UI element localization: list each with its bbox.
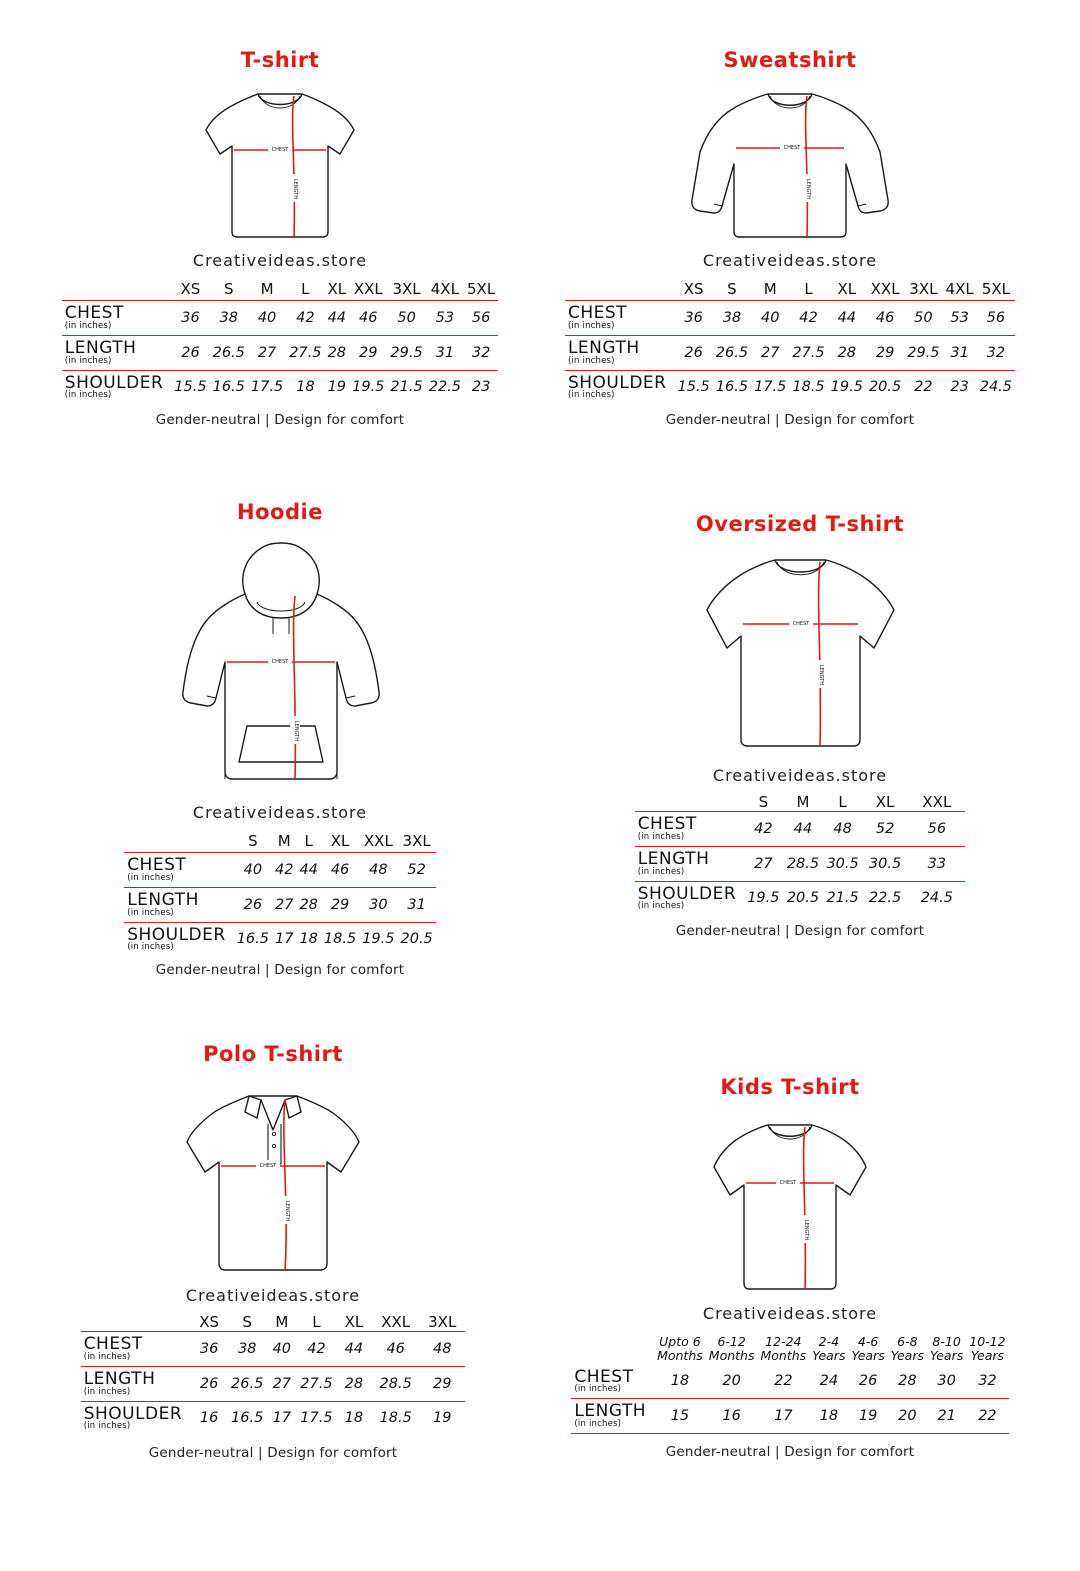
cell: 19.5: [352, 379, 385, 396]
size-header: S: [713, 276, 751, 301]
hoodie-illustration: [173, 534, 388, 799]
tagline: Gender-neutral | Design for comfort: [665, 412, 915, 429]
cell: 27: [266, 1366, 297, 1401]
cell: 48: [419, 1332, 465, 1367]
row-label-length: LENGTH (in inches): [571, 1399, 654, 1434]
tagline: Gender-neutral | Design for comfort: [155, 962, 405, 979]
table-row-chest: [565, 301, 1015, 336]
cell: 31: [426, 335, 464, 370]
cell: 21.5: [826, 890, 859, 907]
size-header: 4XL: [943, 276, 977, 301]
cell: 17: [757, 1399, 809, 1434]
size-header: XXL: [349, 276, 387, 301]
cell: 26.5: [228, 1366, 266, 1401]
size-table-oversized: [635, 793, 966, 915]
table-row-shoulder: [635, 881, 966, 915]
size-table-kids: [571, 1331, 1008, 1434]
size-header: S: [234, 828, 272, 853]
cell: 15.5: [677, 379, 710, 396]
panel-hoodie: [55, 500, 505, 978]
cell: 16.5: [212, 379, 245, 396]
cell: 48: [359, 853, 397, 888]
cell: 20.5: [868, 379, 902, 396]
row-label-shoulder: SHOULDER (in inches): [127, 924, 226, 953]
panel-title: Kids T-shirt: [720, 1075, 860, 1099]
panel-title: T-shirt: [240, 48, 320, 72]
size-header: M: [248, 276, 286, 301]
cell: 26: [234, 887, 272, 922]
brand-text: Creativeideas.store: [702, 251, 878, 270]
size-header: L: [296, 828, 320, 853]
tshirt-illustration: [190, 82, 370, 247]
cell: 26.5: [210, 335, 248, 370]
cell: 40: [248, 301, 286, 336]
table-row-shoulder: [62, 370, 498, 404]
cell: 32: [464, 335, 498, 370]
size-header: S: [228, 1313, 266, 1332]
cell: 28: [296, 887, 320, 922]
brand-text: Creativeideas.store: [702, 1304, 878, 1323]
chest-tag-label: CHEST: [792, 621, 809, 627]
cell: 44: [324, 301, 349, 336]
cell: 27.5: [286, 335, 324, 370]
chest-tag-label: CHEST: [271, 659, 288, 665]
table-header-row: [124, 828, 436, 853]
row-label-length: LENGTH (in inches): [62, 335, 172, 370]
cell: 22: [757, 1365, 809, 1399]
cell: 48: [823, 812, 861, 847]
cell: 18: [344, 1410, 364, 1427]
size-header: XL: [324, 276, 349, 301]
row-label-shoulder: SHOULDER (in inches): [637, 883, 737, 912]
cell: 42: [789, 301, 827, 336]
size-header: 2-4 Years: [812, 1334, 846, 1363]
length-tag-label: LENGTH: [805, 178, 811, 200]
cell: 40: [751, 301, 789, 336]
table-row-chest: [124, 853, 436, 888]
cell: 22.5: [868, 890, 902, 907]
size-header: XXL: [359, 828, 397, 853]
cell: 27: [272, 887, 296, 922]
cell: 29: [321, 887, 359, 922]
size-header: L: [789, 276, 827, 301]
size-header: 6-8 Years: [890, 1334, 924, 1363]
table-row-length: [81, 1366, 466, 1401]
cell: 27: [751, 335, 789, 370]
size-header: XL: [828, 276, 866, 301]
cell: 28.5: [783, 846, 824, 881]
cell: 16: [199, 1410, 219, 1427]
row-label-chest: CHEST (in inches): [124, 853, 234, 888]
chest-tag-label: CHEST: [783, 145, 801, 151]
length-tag-label: LENGTH: [292, 720, 299, 742]
size-header: XL: [336, 1313, 373, 1332]
size-header: M: [266, 1313, 297, 1332]
chest-tag-label: CHEST: [271, 147, 289, 153]
cell: 19: [848, 1399, 887, 1434]
cell: 18.5: [792, 379, 825, 396]
panel-title: Polo T-shirt: [203, 1042, 343, 1066]
cell: 23: [950, 379, 969, 396]
cell: 42: [286, 301, 324, 336]
table-row-chest: [571, 1365, 1008, 1399]
cell: 20: [706, 1365, 758, 1399]
panel-title: Oversized T-shirt: [695, 512, 905, 536]
size-header: 3XL: [419, 1313, 465, 1332]
cell: 15.5: [174, 379, 207, 396]
cell: 28: [888, 1365, 927, 1399]
chest-tag-label: CHEST: [779, 1180, 797, 1186]
cell: 17.5: [300, 1410, 333, 1427]
panel-oversized-tshirt: [580, 512, 1020, 939]
brand-text: Creativeideas.store: [192, 251, 368, 270]
table-row-shoulder: [81, 1401, 466, 1435]
size-header: XXL: [372, 1313, 419, 1332]
cell: 38: [713, 301, 751, 336]
size-header: L: [297, 1313, 335, 1332]
table-header-row: [571, 1331, 1008, 1365]
cell: 19.5: [747, 890, 780, 907]
cell: 42: [297, 1332, 335, 1367]
chest-tag-label: CHEST: [259, 1163, 277, 1169]
cell: 18.5: [323, 931, 357, 948]
size-header: M: [272, 828, 296, 853]
size-header: 3XL: [387, 276, 425, 301]
cell: 18: [296, 379, 315, 396]
size-header: 3XL: [398, 828, 436, 853]
cell: 24.5: [920, 890, 953, 907]
cell: 50: [904, 301, 942, 336]
row-label-shoulder: SHOULDER (in inches): [567, 372, 667, 401]
size-header: Upto 6 Months: [657, 1334, 703, 1363]
cell: 38: [228, 1332, 266, 1367]
cell: 15: [654, 1399, 706, 1434]
table-row-length: [571, 1399, 1008, 1434]
cell: 26: [848, 1365, 887, 1399]
table-row-length: [124, 887, 436, 922]
cell: 30: [927, 1365, 966, 1399]
size-table-polo: [81, 1313, 466, 1435]
table-row-shoulder: [565, 370, 1015, 404]
table-row-shoulder: [124, 922, 436, 956]
cell: 18: [299, 931, 318, 948]
cell: 33: [908, 846, 965, 881]
tagline: Gender-neutral | Design for comfort: [155, 412, 405, 429]
cell: 18.5: [379, 1410, 412, 1427]
size-header: 6-12 Months: [708, 1334, 755, 1363]
size-header: 10-12 Years: [969, 1334, 1006, 1363]
row-label-length: LENGTH (in inches): [124, 887, 234, 922]
cell: 27: [248, 335, 286, 370]
table-row-chest: [81, 1332, 466, 1367]
cell: 50: [387, 301, 425, 336]
row-label-chest: CHEST (in inches): [81, 1332, 191, 1367]
table-row-length: [565, 335, 1015, 370]
cell: 42: [272, 853, 296, 888]
table-header-row: [565, 276, 1015, 301]
cell: 16: [706, 1399, 758, 1434]
length-tag-label: LENGTH: [817, 664, 824, 686]
tagline: Gender-neutral | Design for comfort: [148, 1445, 398, 1462]
cell: 38: [210, 301, 248, 336]
cell: 52: [398, 853, 436, 888]
cell: 19: [432, 1410, 452, 1427]
size-header: 8-10 Years: [929, 1334, 964, 1363]
cell: 23: [471, 379, 491, 396]
cell: 52: [862, 812, 909, 847]
cell: 18: [809, 1399, 848, 1434]
size-table-hoodie: [124, 828, 436, 956]
cell: 28.5: [372, 1366, 419, 1401]
cell: 21.5: [390, 379, 423, 396]
size-header: S: [210, 276, 248, 301]
panel-title: Hoodie: [237, 500, 323, 524]
size-header: L: [823, 793, 861, 812]
cell: 20.5: [400, 931, 433, 948]
cell: 20: [888, 1399, 927, 1434]
size-header: M: [751, 276, 789, 301]
polo-tshirt-illustration: [173, 1078, 373, 1278]
panel-polo-tshirt: [48, 1042, 498, 1461]
length-tag-label: LENGTH: [292, 178, 298, 200]
cell: 53: [426, 301, 464, 336]
cell: 36: [171, 301, 209, 336]
cell: 19.5: [362, 931, 395, 948]
length-tag-label: LENGTH: [284, 1200, 290, 1222]
size-header: XXL: [908, 793, 965, 812]
size-header: L: [286, 276, 324, 301]
cell: 27.5: [297, 1366, 335, 1401]
size-header: XXL: [866, 276, 904, 301]
size-table-tshirt: [62, 276, 498, 404]
cell: 31: [943, 335, 977, 370]
kids-tshirt-illustration: [700, 1111, 880, 1296]
cell: 56: [464, 301, 498, 336]
table-row-length: [62, 335, 498, 370]
row-label-chest: CHEST (in inches): [571, 1365, 654, 1399]
cell: 22: [914, 379, 933, 396]
size-header: 5XL: [464, 276, 498, 301]
cell: 28: [828, 335, 866, 370]
row-label-length: LENGTH (in inches): [565, 335, 675, 370]
cell: 53: [943, 301, 977, 336]
tagline: Gender-neutral | Design for comfort: [675, 923, 925, 940]
size-table-sweatshirt: [565, 276, 1015, 404]
brand-text: Creativeideas.store: [185, 1286, 361, 1305]
cell: 46: [372, 1332, 419, 1367]
oversized-tshirt-illustration: [693, 548, 908, 758]
table-header-row: [635, 793, 966, 812]
cell: 44: [783, 812, 824, 847]
cell: 22: [966, 1399, 1008, 1434]
cell: 30: [359, 887, 397, 922]
cell: 40: [234, 853, 272, 888]
cell: 27: [744, 846, 782, 881]
cell: 17: [272, 1410, 292, 1427]
cell: 16.5: [236, 931, 269, 948]
cell: 29.5: [904, 335, 942, 370]
brand-text: Creativeideas.store: [192, 803, 368, 822]
cell: 19.5: [830, 379, 863, 396]
cell: 36: [190, 1332, 228, 1367]
cell: 27.5: [789, 335, 827, 370]
cell: 26: [171, 335, 209, 370]
cell: 29.5: [387, 335, 425, 370]
size-header: XS: [190, 1313, 228, 1332]
cell: 17.5: [754, 379, 787, 396]
cell: 44: [296, 853, 320, 888]
cell: 29: [419, 1366, 465, 1401]
cell: 30.5: [823, 846, 861, 881]
cell: 30.5: [862, 846, 909, 881]
size-header: 12-24 Months: [760, 1334, 807, 1363]
table-header-row: [62, 276, 498, 301]
cell: 26: [674, 335, 712, 370]
table-row-chest: [62, 301, 498, 336]
cell: 56: [908, 812, 965, 847]
cell: 40: [266, 1332, 297, 1367]
row-label-length: LENGTH (in inches): [81, 1366, 191, 1401]
row-label-shoulder: SHOULDER (in inches): [64, 372, 164, 401]
size-header: S: [744, 793, 782, 812]
cell: 32: [977, 335, 1015, 370]
cell: 26: [190, 1366, 228, 1401]
tagline: Gender-neutral | Design for comfort: [665, 1444, 915, 1461]
cell: 18: [654, 1365, 706, 1399]
table-row-length: [635, 846, 966, 881]
cell: 32: [966, 1365, 1008, 1399]
cell: 19: [327, 379, 347, 396]
panel-sweatshirt: [545, 48, 1035, 428]
cell: 24: [809, 1365, 848, 1399]
cell: 17.5: [250, 379, 284, 396]
cell: 26.5: [713, 335, 751, 370]
cell: 22.5: [428, 379, 462, 396]
cell: 42: [744, 812, 782, 847]
size-header: 5XL: [977, 276, 1015, 301]
cell: 16.5: [715, 379, 749, 396]
cell: 46: [321, 853, 359, 888]
panel-tshirt: [40, 48, 520, 428]
sweatshirt-illustration: [690, 82, 890, 247]
size-header: XS: [171, 276, 209, 301]
size-header: 3XL: [904, 276, 942, 301]
cell: 17: [275, 931, 294, 948]
cell: 16.5: [231, 1410, 264, 1427]
cell: 28: [324, 335, 349, 370]
cell: 29: [349, 335, 387, 370]
cell: 28: [336, 1366, 373, 1401]
size-header: M: [783, 793, 824, 812]
cell: 21: [927, 1399, 966, 1434]
table-row-chest: [635, 812, 966, 847]
row-label-chest: CHEST (in inches): [62, 301, 172, 336]
row-label-length: LENGTH (in inches): [635, 846, 745, 881]
cell: 29: [866, 335, 904, 370]
cell: 36: [674, 301, 712, 336]
table-header-row: [81, 1313, 466, 1332]
row-label-chest: CHEST (in inches): [565, 301, 675, 336]
size-header: XL: [321, 828, 359, 853]
cell: 46: [349, 301, 387, 336]
cell: 46: [866, 301, 904, 336]
cell: 44: [336, 1332, 373, 1367]
brand-text: Creativeideas.store: [712, 766, 888, 785]
cell: 44: [828, 301, 866, 336]
panel-kids-tshirt: [540, 1075, 1040, 1460]
panel-title: Sweatshirt: [723, 48, 857, 72]
length-tag-label: LENGTH: [803, 1219, 809, 1241]
row-label-chest: CHEST (in inches): [635, 812, 745, 847]
size-header: 4-6 Years: [851, 1334, 885, 1363]
size-header: 4XL: [426, 276, 464, 301]
row-label-shoulder: SHOULDER (in inches): [83, 1403, 183, 1432]
size-header: XS: [674, 276, 712, 301]
cell: 24.5: [979, 379, 1013, 396]
cell: 20.5: [786, 890, 820, 907]
size-header: XL: [862, 793, 909, 812]
cell: 56: [977, 301, 1015, 336]
cell: 31: [398, 887, 436, 922]
